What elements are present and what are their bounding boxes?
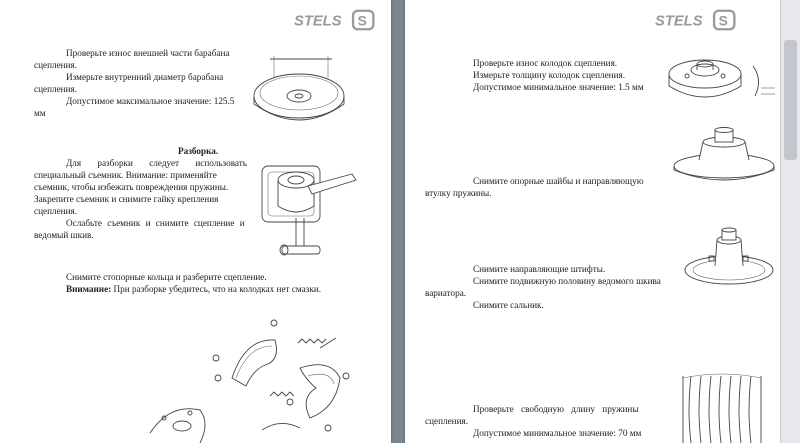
rings-line-1: Снимите стопорные кольца и разберите сцепление. [66, 272, 267, 282]
logo-text: STELS [294, 13, 342, 30]
disassembly-heading: Разборка. [178, 146, 219, 156]
page-right [405, 0, 780, 443]
washers-line-2: втулку пружины. [425, 188, 492, 198]
disassembly-line-2: специальный съемник. Внимание: применяйте [34, 170, 217, 180]
pins-line-2: Снимите подвижную половину ведомого шкива [473, 276, 661, 286]
warning-text: При разборке убедитесь, что на колодках нет смазки. [111, 284, 322, 294]
warning-label: Внимание: [66, 284, 112, 294]
pins-line-1: Снимите направляющие штифты. [473, 264, 606, 274]
exploded-clutch-illustration [150, 318, 380, 443]
disassembly-line-4: Закрепите съемник и снимите гайку крепления [34, 194, 219, 204]
clutch-shoe-illustration [665, 46, 780, 116]
disassembly-line-6: Ослабьте съемник и снимите сцепление и [66, 218, 245, 228]
stels-logo-right [653, 8, 741, 32]
pins-line-3: вариатора. [425, 288, 467, 298]
svg-text:S: S [718, 12, 728, 29]
driven-pulley-illustration [669, 128, 779, 188]
page-left [0, 0, 391, 443]
disassembly-line-3: съемник, чтобы избежать повреждения пружины. [34, 182, 229, 192]
drum-line-6: мм [34, 108, 46, 118]
washers-line-1: Снимите опорные шайбы и направляющую [473, 176, 644, 186]
sliding-sheave-illustration [685, 226, 780, 292]
pins-line-4: Снимите сальник. [473, 300, 544, 310]
disassembly-line-7: ведомый шкив. [34, 230, 94, 240]
disassembly-line-5: сцепления. [34, 206, 78, 216]
spring-line-1: Проверьте свободную длину пружины [473, 404, 639, 414]
shoes-line-1: Проверьте износ колодок сцепления. [473, 58, 618, 68]
drum-line-1: Проверьте износ внешней части барабана [66, 48, 230, 58]
drum-line-3: Измерьте внутренний диаметр барабана [66, 72, 224, 82]
rings-warning [66, 283, 321, 295]
scrollbar-thumb[interactable] [784, 40, 797, 160]
stels-logo [292, 8, 380, 32]
svg-text:S: S [357, 12, 367, 29]
drum-line-4: сцепления. [34, 84, 78, 94]
clutch-spring-illustration [675, 372, 775, 443]
shoes-line-3: Допустимое минимальное значение: 1.5 мм [473, 82, 644, 92]
shoes-line-2: Измерьте толщину колодок сцепления. [473, 70, 626, 80]
spring-line-3: Допустимое минимальное значение: 70 мм [473, 428, 642, 438]
drum-line-5: Допустимое максимальное значение: 125.5 [66, 96, 235, 106]
clutch-drum-illustration [252, 56, 352, 126]
disassembly-line-1: Для разборки следует использовать [66, 158, 247, 168]
clutch-puller-illustration [262, 160, 362, 265]
vertical-scrollbar[interactable] [780, 0, 800, 443]
drum-line-2: сцепления. [34, 60, 78, 70]
logo-text-right: STELS [655, 13, 703, 30]
spring-line-2: сцепления. [425, 416, 469, 426]
